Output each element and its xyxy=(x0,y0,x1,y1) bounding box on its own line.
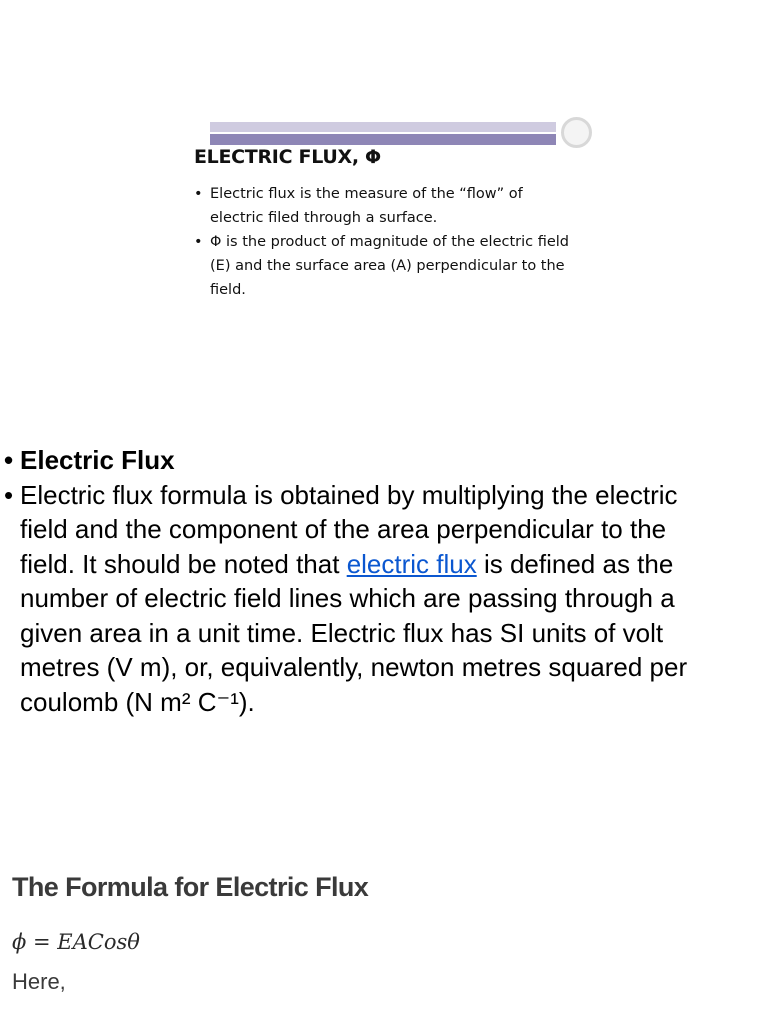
formula-note: Here, xyxy=(12,969,66,994)
slide-header-band-light xyxy=(210,122,556,132)
slide-bullet-item: • Φ is the product of magnitude of the electric field (E) and the surface area (A) perpendicular to the field. xyxy=(194,230,574,302)
paragraph-text-end: is defined as the number of electric field lines which are passing through a given area in a unit time. Electric flux has SI units of volt metres (V m), or, equivalently, newton metres squared per coulomb (N m² C⁻¹). xyxy=(20,548,688,717)
paragraph-text-start: Electric flux formula is obtained by multiplying the electric field and the component of the area perpendicular to the field. It should be noted that xyxy=(20,479,678,579)
slide-image xyxy=(178,114,598,310)
slide-header-band-dark xyxy=(210,134,556,145)
slide-header-bar xyxy=(210,122,556,146)
electric-flux-link[interactable]: electric flux xyxy=(346,548,477,579)
definition-paragraph xyxy=(4,478,724,720)
slide-bullet-item: • Electric flux is the measure of the “flow” of electric filed through a surface. xyxy=(194,182,574,230)
slide-bullet-list xyxy=(194,182,574,302)
slide-title: ELECTRIC FLUX, Φ xyxy=(194,146,381,168)
slide-circle-decoration xyxy=(561,117,592,148)
formula-equation: ϕ = EACosθ xyxy=(12,930,140,954)
section-heading: • Electric Flux xyxy=(4,443,724,478)
main-bullet-list xyxy=(4,443,724,719)
formula-heading: The Formula for Electric Flux xyxy=(12,872,369,902)
